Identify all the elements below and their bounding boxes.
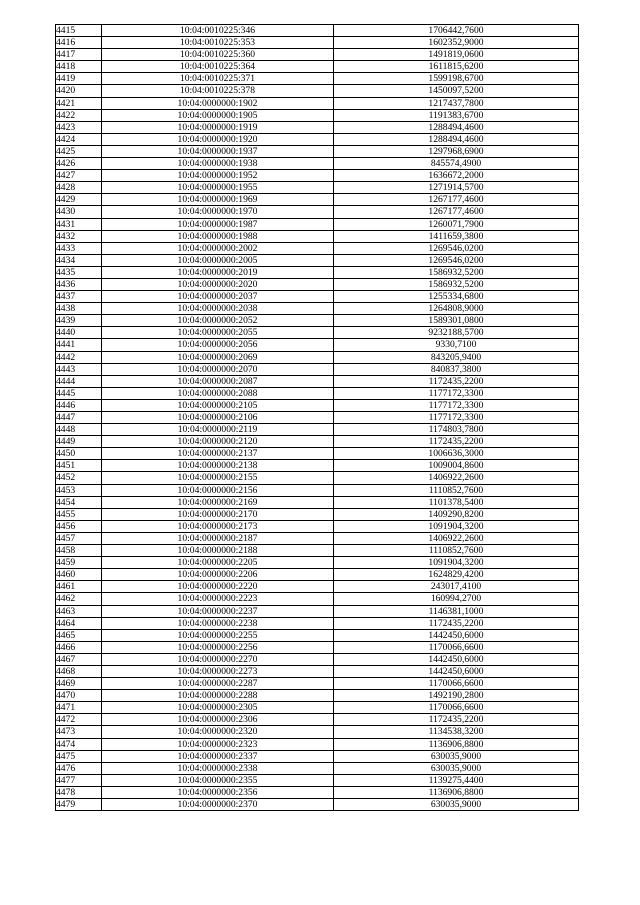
row-number-cell: 4420 bbox=[56, 85, 102, 97]
row-number-cell: 4423 bbox=[56, 121, 102, 133]
table-row bbox=[56, 73, 579, 85]
table-row bbox=[56, 158, 579, 170]
cadastral-number-cell: 10:04:0000000:1955 bbox=[102, 182, 334, 194]
table-row bbox=[56, 508, 579, 520]
row-number-cell: 4443 bbox=[56, 363, 102, 375]
cadastral-number-cell: 10:04:0010225:360 bbox=[102, 49, 334, 61]
cadastral-number-cell: 10:04:0000000:2169 bbox=[102, 496, 334, 508]
table-row bbox=[56, 581, 579, 593]
table-row bbox=[56, 291, 579, 303]
row-number-cell: 4468 bbox=[56, 665, 102, 677]
row-number-cell: 4436 bbox=[56, 278, 102, 290]
table-row bbox=[56, 714, 579, 726]
row-number-cell: 4417 bbox=[56, 49, 102, 61]
cadastral-number-cell: 10:04:0000000:2052 bbox=[102, 315, 334, 327]
table-row bbox=[56, 182, 579, 194]
value-cell: 1269546,0200 bbox=[334, 242, 579, 254]
cadastral-number-cell: 10:04:0000000:1988 bbox=[102, 230, 334, 242]
cadastral-number-cell: 10:04:0000000:1970 bbox=[102, 206, 334, 218]
value-cell: 1264808,9000 bbox=[334, 303, 579, 315]
table-row bbox=[56, 605, 579, 617]
table-row bbox=[56, 545, 579, 557]
row-number-cell: 4430 bbox=[56, 206, 102, 218]
value-cell: 1110852,7600 bbox=[334, 484, 579, 496]
row-number-cell: 4471 bbox=[56, 702, 102, 714]
table-row bbox=[56, 363, 579, 375]
row-number-cell: 4462 bbox=[56, 593, 102, 605]
cadastral-number-cell: 10:04:0000000:2019 bbox=[102, 266, 334, 278]
value-cell: 1586932,5200 bbox=[334, 278, 579, 290]
row-number-cell: 4479 bbox=[56, 799, 102, 811]
row-number-cell: 4457 bbox=[56, 532, 102, 544]
cadastral-number-cell: 10:04:0000000:2070 bbox=[102, 363, 334, 375]
value-cell: 840837,3800 bbox=[334, 363, 579, 375]
table-row bbox=[56, 230, 579, 242]
row-number-cell: 4421 bbox=[56, 97, 102, 109]
value-cell: 1177172,3300 bbox=[334, 387, 579, 399]
value-cell: 1271914,5700 bbox=[334, 182, 579, 194]
cadastral-number-cell: 10:04:0000000:2220 bbox=[102, 581, 334, 593]
cadastral-number-cell: 10:04:0000000:2188 bbox=[102, 545, 334, 557]
cadastral-number-cell: 10:04:0000000:2037 bbox=[102, 291, 334, 303]
row-number-cell: 4416 bbox=[56, 37, 102, 49]
cadastral-value-table bbox=[55, 24, 579, 811]
value-cell: 1706442,7600 bbox=[334, 25, 579, 37]
table-row bbox=[56, 206, 579, 218]
table-row bbox=[56, 799, 579, 811]
value-cell: 1170066,6600 bbox=[334, 641, 579, 653]
cadastral-number-cell: 10:04:0000000:2005 bbox=[102, 254, 334, 266]
cadastral-number-cell: 10:04:0000000:1952 bbox=[102, 170, 334, 182]
table-row bbox=[56, 484, 579, 496]
cadastral-number-cell: 10:04:0000000:2119 bbox=[102, 424, 334, 436]
table-row bbox=[56, 496, 579, 508]
value-cell: 1288494,4600 bbox=[334, 121, 579, 133]
cadastral-number-cell: 10:04:0000000:2137 bbox=[102, 448, 334, 460]
value-cell: 1217437,7800 bbox=[334, 97, 579, 109]
table-row bbox=[56, 472, 579, 484]
value-cell: 1636672,2000 bbox=[334, 170, 579, 182]
value-cell: 1009004,8600 bbox=[334, 460, 579, 472]
cadastral-number-cell: 10:04:0000000:1987 bbox=[102, 218, 334, 230]
row-number-cell: 4419 bbox=[56, 73, 102, 85]
row-number-cell: 4450 bbox=[56, 448, 102, 460]
cadastral-number-cell: 10:04:0000000:2238 bbox=[102, 617, 334, 629]
cadastral-number-cell: 10:04:0010225:353 bbox=[102, 37, 334, 49]
cadastral-number-cell: 10:04:0000000:1905 bbox=[102, 109, 334, 121]
cadastral-number-cell: 10:04:0000000:2173 bbox=[102, 520, 334, 532]
value-cell: 1267177,4600 bbox=[334, 206, 579, 218]
value-cell: 1442450,6000 bbox=[334, 629, 579, 641]
row-number-cell: 4447 bbox=[56, 412, 102, 424]
row-number-cell: 4456 bbox=[56, 520, 102, 532]
row-number-cell: 4440 bbox=[56, 327, 102, 339]
value-cell: 1255334,6800 bbox=[334, 291, 579, 303]
row-number-cell: 4470 bbox=[56, 690, 102, 702]
table-row bbox=[56, 109, 579, 121]
table-row bbox=[56, 520, 579, 532]
value-cell: 1172435,2200 bbox=[334, 617, 579, 629]
row-number-cell: 4431 bbox=[56, 218, 102, 230]
row-number-cell: 4475 bbox=[56, 750, 102, 762]
value-cell: 1177172,3300 bbox=[334, 399, 579, 411]
cadastral-number-cell: 10:04:0000000:2155 bbox=[102, 472, 334, 484]
table-row bbox=[56, 460, 579, 472]
row-number-cell: 4458 bbox=[56, 545, 102, 557]
cadastral-number-cell: 10:04:0000000:2356 bbox=[102, 786, 334, 798]
row-number-cell: 4453 bbox=[56, 484, 102, 496]
cadastral-number-cell: 10:04:0000000:2056 bbox=[102, 339, 334, 351]
row-number-cell: 4461 bbox=[56, 581, 102, 593]
value-cell: 1101378,5400 bbox=[334, 496, 579, 508]
row-number-cell: 4444 bbox=[56, 375, 102, 387]
row-number-cell: 4432 bbox=[56, 230, 102, 242]
row-number-cell: 4437 bbox=[56, 291, 102, 303]
cadastral-number-cell: 10:04:0000000:2337 bbox=[102, 750, 334, 762]
table-row bbox=[56, 653, 579, 665]
row-number-cell: 4464 bbox=[56, 617, 102, 629]
table-row bbox=[56, 569, 579, 581]
value-cell: 843205,9400 bbox=[334, 351, 579, 363]
cadastral-number-cell: 10:04:0000000:2306 bbox=[102, 714, 334, 726]
value-cell: 1191383,6700 bbox=[334, 109, 579, 121]
table-row bbox=[56, 278, 579, 290]
row-number-cell: 4428 bbox=[56, 182, 102, 194]
cadastral-number-cell: 10:04:0000000:1902 bbox=[102, 97, 334, 109]
row-number-cell: 4452 bbox=[56, 472, 102, 484]
value-cell: 1611815,6200 bbox=[334, 61, 579, 73]
table-row bbox=[56, 387, 579, 399]
value-cell: 160994,2700 bbox=[334, 593, 579, 605]
table-row bbox=[56, 25, 579, 37]
cadastral-number-cell: 10:04:0000000:1938 bbox=[102, 158, 334, 170]
value-cell: 1492190,2800 bbox=[334, 690, 579, 702]
cadastral-number-cell: 10:04:0000000:2305 bbox=[102, 702, 334, 714]
value-cell: 845574,4900 bbox=[334, 158, 579, 170]
value-cell: 630035,9000 bbox=[334, 762, 579, 774]
table-row bbox=[56, 133, 579, 145]
row-number-cell: 4435 bbox=[56, 266, 102, 278]
value-cell: 1586932,5200 bbox=[334, 266, 579, 278]
cadastral-number-cell: 10:04:0010225:346 bbox=[102, 25, 334, 37]
value-cell: 630035,9000 bbox=[334, 799, 579, 811]
row-number-cell: 4438 bbox=[56, 303, 102, 315]
row-number-cell: 4441 bbox=[56, 339, 102, 351]
table-row bbox=[56, 339, 579, 351]
row-number-cell: 4460 bbox=[56, 569, 102, 581]
cadastral-number-cell: 10:04:0000000:2187 bbox=[102, 532, 334, 544]
cadastral-number-cell: 10:04:0000000:2273 bbox=[102, 665, 334, 677]
value-cell: 9330,7100 bbox=[334, 339, 579, 351]
table-row bbox=[56, 49, 579, 61]
cadastral-number-cell: 10:04:0000000:2106 bbox=[102, 412, 334, 424]
value-cell: 1491819,0600 bbox=[334, 49, 579, 61]
cadastral-number-cell: 10:04:0000000:2320 bbox=[102, 726, 334, 738]
value-cell: 1260071,7900 bbox=[334, 218, 579, 230]
value-cell: 1442450,6000 bbox=[334, 665, 579, 677]
table-row bbox=[56, 738, 579, 750]
cadastral-number-cell: 10:04:0000000:2105 bbox=[102, 399, 334, 411]
table-row bbox=[56, 774, 579, 786]
value-cell: 630035,9000 bbox=[334, 750, 579, 762]
row-number-cell: 4474 bbox=[56, 738, 102, 750]
table-row bbox=[56, 315, 579, 327]
table-row bbox=[56, 617, 579, 629]
row-number-cell: 4446 bbox=[56, 399, 102, 411]
value-cell: 1139275,4400 bbox=[334, 774, 579, 786]
row-number-cell: 4424 bbox=[56, 133, 102, 145]
value-cell: 1172435,2200 bbox=[334, 436, 579, 448]
cadastral-number-cell: 10:04:0000000:2288 bbox=[102, 690, 334, 702]
row-number-cell: 4422 bbox=[56, 109, 102, 121]
value-cell: 1146381,1000 bbox=[334, 605, 579, 617]
cadastral-number-cell: 10:04:0010225:364 bbox=[102, 61, 334, 73]
cadastral-number-cell: 10:04:0000000:1937 bbox=[102, 145, 334, 157]
value-cell: 1442450,6000 bbox=[334, 653, 579, 665]
value-cell: 1170066,6600 bbox=[334, 702, 579, 714]
value-cell: 1006636,3000 bbox=[334, 448, 579, 460]
value-cell: 1134538,3200 bbox=[334, 726, 579, 738]
row-number-cell: 4478 bbox=[56, 786, 102, 798]
value-cell: 1450097,5200 bbox=[334, 85, 579, 97]
table-row bbox=[56, 557, 579, 569]
table-row bbox=[56, 37, 579, 49]
table-row bbox=[56, 85, 579, 97]
cadastral-number-cell: 10:04:0000000:1919 bbox=[102, 121, 334, 133]
cadastral-number-cell: 10:04:0000000:2256 bbox=[102, 641, 334, 653]
table-row bbox=[56, 327, 579, 339]
row-number-cell: 4473 bbox=[56, 726, 102, 738]
row-number-cell: 4455 bbox=[56, 508, 102, 520]
cadastral-number-cell: 10:04:0000000:2206 bbox=[102, 569, 334, 581]
row-number-cell: 4476 bbox=[56, 762, 102, 774]
row-number-cell: 4418 bbox=[56, 61, 102, 73]
table-row bbox=[56, 194, 579, 206]
table-row bbox=[56, 726, 579, 738]
value-cell: 1599198,6700 bbox=[334, 73, 579, 85]
row-number-cell: 4439 bbox=[56, 315, 102, 327]
table-row bbox=[56, 532, 579, 544]
row-number-cell: 4466 bbox=[56, 641, 102, 653]
row-number-cell: 4429 bbox=[56, 194, 102, 206]
cadastral-number-cell: 10:04:0000000:2087 bbox=[102, 375, 334, 387]
cadastral-number-cell: 10:04:0000000:2069 bbox=[102, 351, 334, 363]
value-cell: 1172435,2200 bbox=[334, 375, 579, 387]
row-number-cell: 4477 bbox=[56, 774, 102, 786]
table-row bbox=[56, 412, 579, 424]
value-cell: 1091904,3200 bbox=[334, 557, 579, 569]
cadastral-number-cell: 10:04:0010225:371 bbox=[102, 73, 334, 85]
table-row bbox=[56, 145, 579, 157]
row-number-cell: 4415 bbox=[56, 25, 102, 37]
row-number-cell: 4467 bbox=[56, 653, 102, 665]
value-cell: 1269546,0200 bbox=[334, 254, 579, 266]
cadastral-number-cell: 10:04:0000000:2270 bbox=[102, 653, 334, 665]
cadastral-number-cell: 10:04:0000000:1969 bbox=[102, 194, 334, 206]
table-row bbox=[56, 399, 579, 411]
row-number-cell: 4463 bbox=[56, 605, 102, 617]
cadastral-number-cell: 10:04:0000000:1920 bbox=[102, 133, 334, 145]
table-row bbox=[56, 242, 579, 254]
value-cell: 1406922,2600 bbox=[334, 472, 579, 484]
row-number-cell: 4425 bbox=[56, 145, 102, 157]
value-cell: 1091904,3200 bbox=[334, 520, 579, 532]
cadastral-number-cell: 10:04:0000000:2156 bbox=[102, 484, 334, 496]
cadastral-number-cell: 10:04:0000000:2020 bbox=[102, 278, 334, 290]
cadastral-number-cell: 10:04:0000000:2088 bbox=[102, 387, 334, 399]
row-number-cell: 4434 bbox=[56, 254, 102, 266]
value-cell: 1288494,4600 bbox=[334, 133, 579, 145]
table-row bbox=[56, 254, 579, 266]
table-row bbox=[56, 351, 579, 363]
cadastral-number-cell: 10:04:0000000:2120 bbox=[102, 436, 334, 448]
row-number-cell: 4459 bbox=[56, 557, 102, 569]
row-number-cell: 4442 bbox=[56, 351, 102, 363]
table-row bbox=[56, 436, 579, 448]
value-cell: 1602352,9000 bbox=[334, 37, 579, 49]
table-row bbox=[56, 690, 579, 702]
value-cell: 1174803,7800 bbox=[334, 424, 579, 436]
cadastral-number-cell: 10:04:0000000:2002 bbox=[102, 242, 334, 254]
value-cell: 1406922,2600 bbox=[334, 532, 579, 544]
table-row bbox=[56, 218, 579, 230]
value-cell: 1177172,3300 bbox=[334, 412, 579, 424]
row-number-cell: 4449 bbox=[56, 436, 102, 448]
value-cell: 1411659,3800 bbox=[334, 230, 579, 242]
table-row bbox=[56, 448, 579, 460]
table-row bbox=[56, 593, 579, 605]
cadastral-number-cell: 10:04:0000000:2338 bbox=[102, 762, 334, 774]
value-cell: 1624829,4200 bbox=[334, 569, 579, 581]
cadastral-number-cell: 10:04:0000000:2170 bbox=[102, 508, 334, 520]
value-cell: 1297968,6900 bbox=[334, 145, 579, 157]
value-cell: 9232188,5700 bbox=[334, 327, 579, 339]
value-cell: 1409290,8200 bbox=[334, 508, 579, 520]
table-row bbox=[56, 750, 579, 762]
table-body bbox=[56, 25, 579, 811]
table-row bbox=[56, 702, 579, 714]
table-row bbox=[56, 678, 579, 690]
row-number-cell: 4426 bbox=[56, 158, 102, 170]
value-cell: 1589301,0800 bbox=[334, 315, 579, 327]
cadastral-number-cell: 10:04:0000000:2323 bbox=[102, 738, 334, 750]
table-row bbox=[56, 121, 579, 133]
value-cell: 1110852,7600 bbox=[334, 545, 579, 557]
value-cell: 243017,4100 bbox=[334, 581, 579, 593]
cadastral-number-cell: 10:04:0000000:2223 bbox=[102, 593, 334, 605]
cadastral-number-cell: 10:04:0000000:2055 bbox=[102, 327, 334, 339]
cadastral-number-cell: 10:04:0000000:2287 bbox=[102, 678, 334, 690]
cadastral-number-cell: 10:04:0000000:2038 bbox=[102, 303, 334, 315]
table-row bbox=[56, 266, 579, 278]
value-cell: 1172435,2200 bbox=[334, 714, 579, 726]
row-number-cell: 4469 bbox=[56, 678, 102, 690]
table-row bbox=[56, 665, 579, 677]
table-row bbox=[56, 375, 579, 387]
table-row bbox=[56, 303, 579, 315]
row-number-cell: 4465 bbox=[56, 629, 102, 641]
cadastral-number-cell: 10:04:0000000:2205 bbox=[102, 557, 334, 569]
table-row bbox=[56, 61, 579, 73]
value-cell: 1136906,8800 bbox=[334, 786, 579, 798]
row-number-cell: 4451 bbox=[56, 460, 102, 472]
table-row bbox=[56, 424, 579, 436]
table-row bbox=[56, 641, 579, 653]
cadastral-number-cell: 10:04:0000000:2237 bbox=[102, 605, 334, 617]
row-number-cell: 4454 bbox=[56, 496, 102, 508]
value-cell: 1267177,4600 bbox=[334, 194, 579, 206]
row-number-cell: 4433 bbox=[56, 242, 102, 254]
cadastral-number-cell: 10:04:0000000:2138 bbox=[102, 460, 334, 472]
row-number-cell: 4448 bbox=[56, 424, 102, 436]
table-row bbox=[56, 786, 579, 798]
table-row bbox=[56, 97, 579, 109]
value-cell: 1136906,8800 bbox=[334, 738, 579, 750]
cadastral-number-cell: 10:04:0010225:378 bbox=[102, 85, 334, 97]
table-row bbox=[56, 629, 579, 641]
table-row bbox=[56, 762, 579, 774]
value-cell: 1170066,6600 bbox=[334, 678, 579, 690]
table-row bbox=[56, 170, 579, 182]
row-number-cell: 4445 bbox=[56, 387, 102, 399]
row-number-cell: 4427 bbox=[56, 170, 102, 182]
cadastral-number-cell: 10:04:0000000:2355 bbox=[102, 774, 334, 786]
cadastral-number-cell: 10:04:0000000:2255 bbox=[102, 629, 334, 641]
cadastral-number-cell: 10:04:0000000:2370 bbox=[102, 799, 334, 811]
row-number-cell: 4472 bbox=[56, 714, 102, 726]
